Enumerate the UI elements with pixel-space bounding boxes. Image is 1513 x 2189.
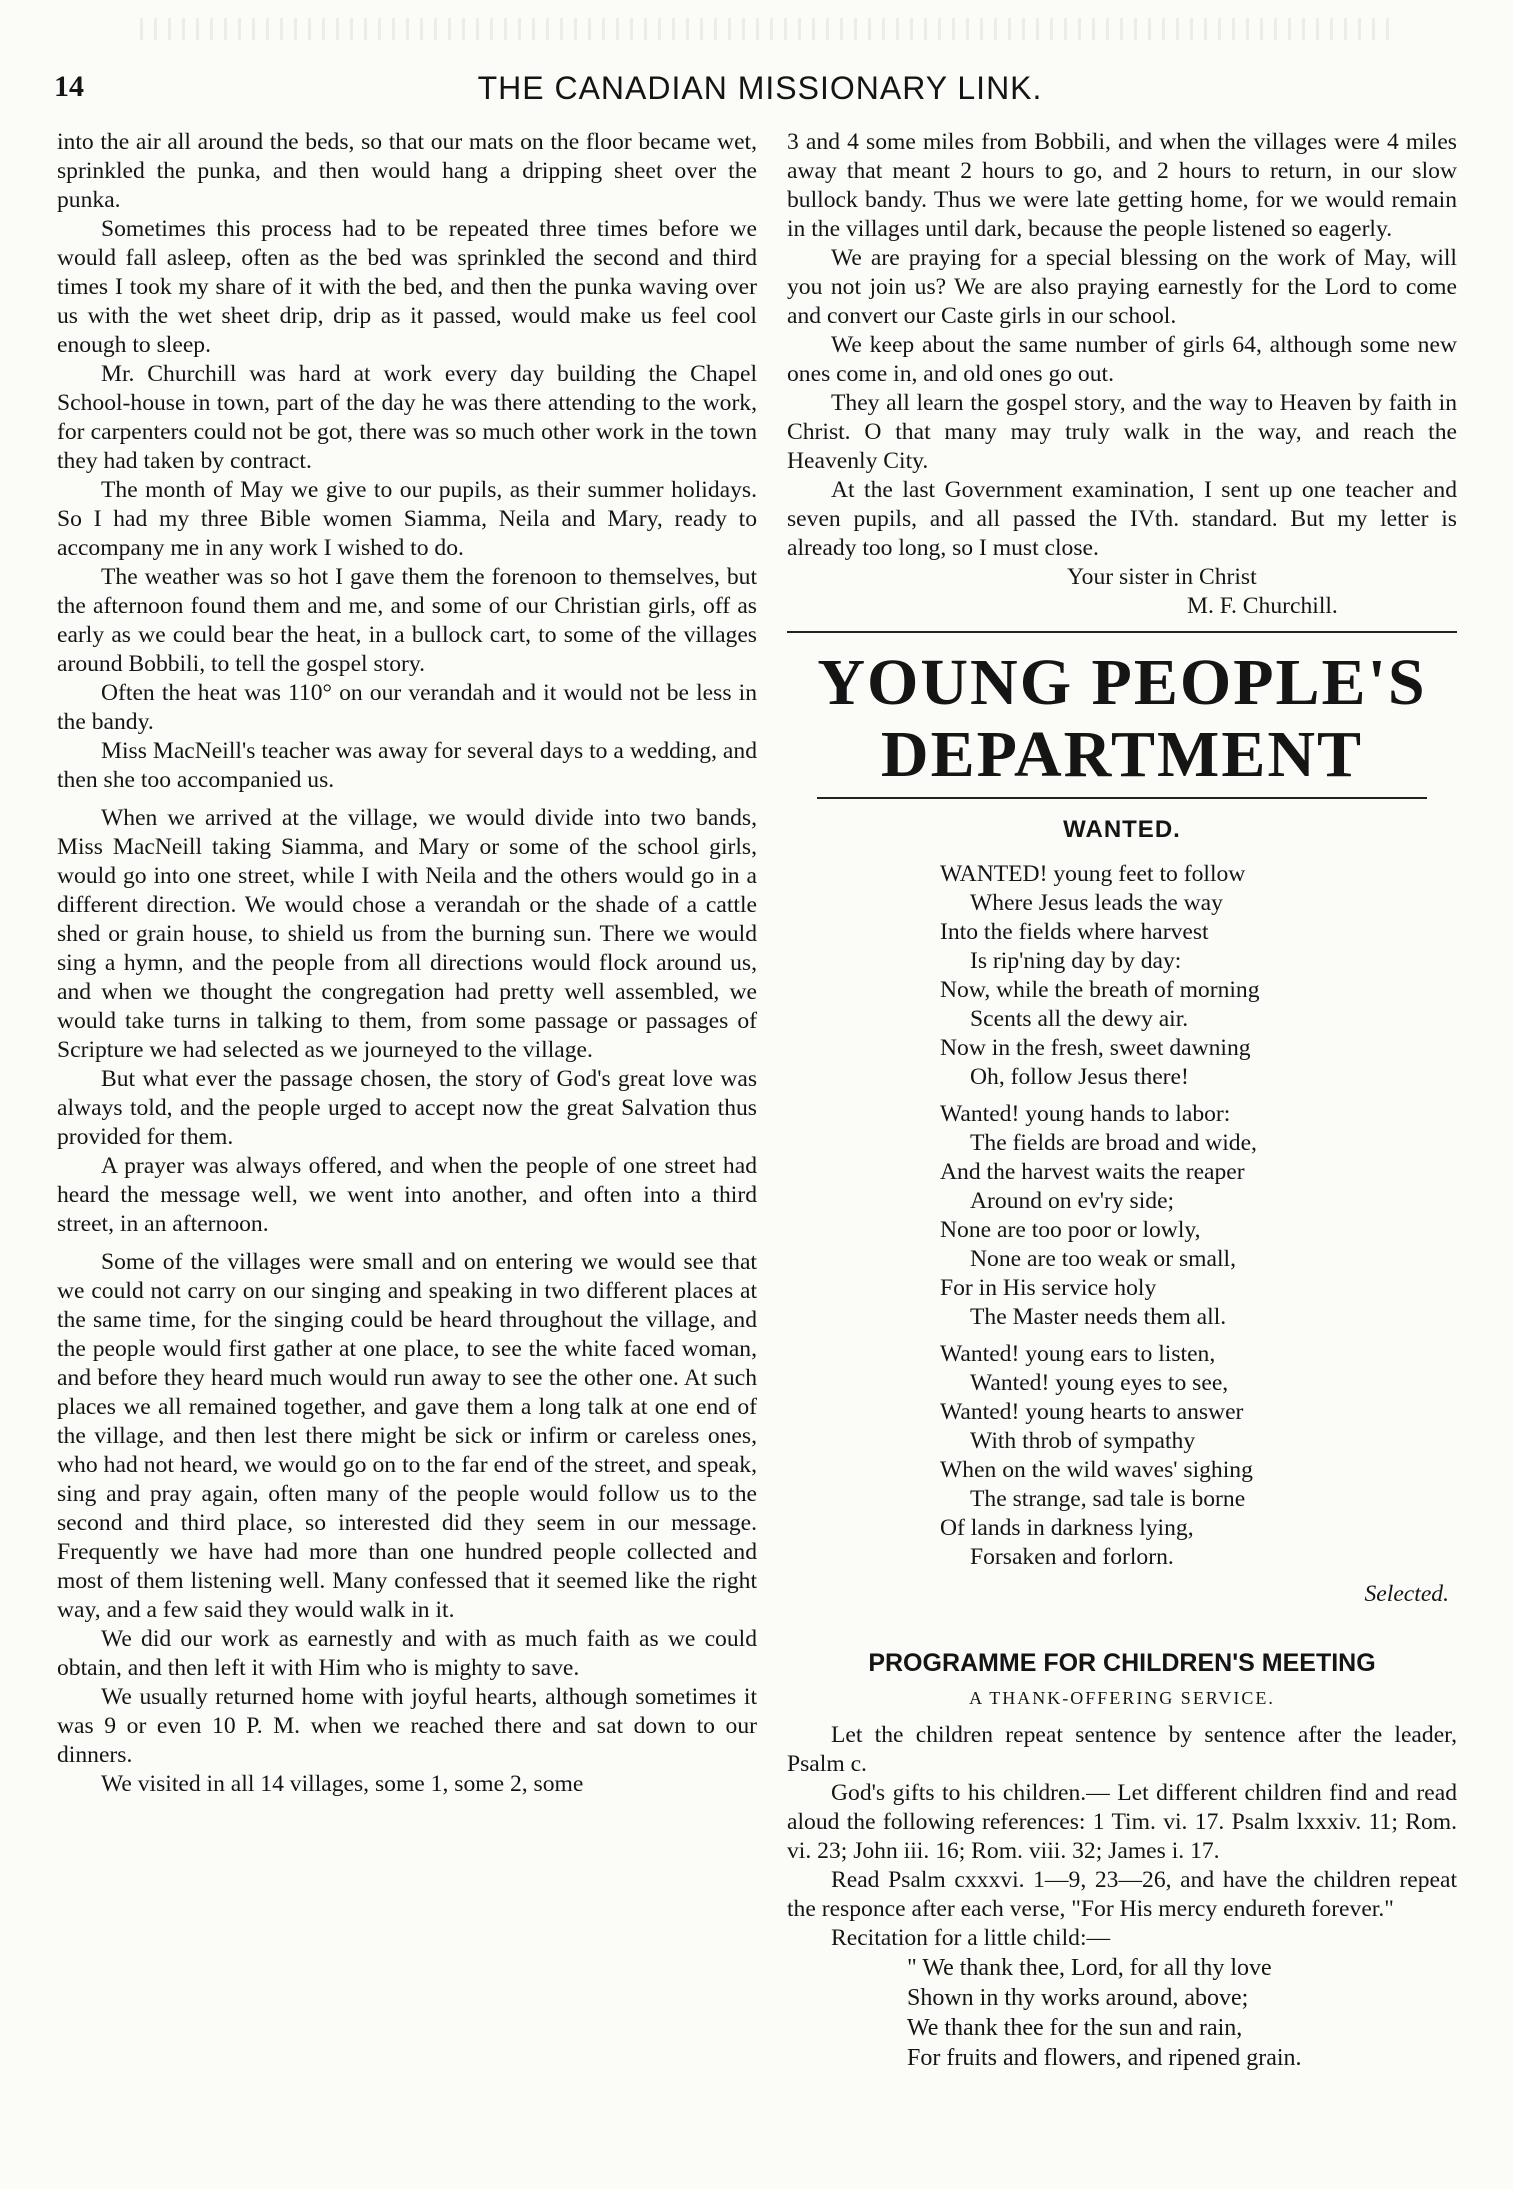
left-column (57, 128, 757, 1799)
recitation-line: Shown in thy works around, above; (907, 1985, 1249, 2011)
recitation (907, 1953, 1457, 2073)
paragraph: A prayer was always offered, and when the people of one street had heard the message well, we went into another, and often into a third street, in an afternoon. (57, 1153, 757, 1237)
paragraph: 3 and 4 some miles from Bobbili, and when the villages were 4 miles away that meant 2 hours to go, and 2 hours to return, in our slow bullock bandy. Thus we were late getting home, for we would remain in the villages until dark, because the people listened so eagerly. (787, 129, 1457, 242)
poem-line: For in His service holy (940, 1275, 1157, 1301)
poem-line: When on the wild waves' sighing (940, 1457, 1253, 1483)
recitation-line: " We thank thee, Lord, for all thy love (907, 1955, 1272, 1981)
poem-line: None are too poor or lowly, (940, 1217, 1201, 1243)
poem-line: Of lands in darkness lying, (940, 1515, 1194, 1541)
top-scan-noise (140, 18, 1390, 40)
poem-stanza (940, 860, 1457, 1092)
poem-line: Wanted! young hearts to answer (940, 1399, 1244, 1425)
paragraph: Mr. Churchill was hard at work every day building the Chapel School-house in town, part of the day he was there attending to the work, for carpenters could not be got, there was so much other work in the town they had taken by contract. (57, 361, 757, 474)
paragraph: We usually returned home with joyful hearts, although sometimes it was 9 or even 10 P. M. when we reached there and sat down to our dinners. (57, 1684, 757, 1768)
poem-stanza (940, 1340, 1457, 1572)
paragraph: Often the heat was 110° on our verandah and it would not be less in the bandy. (57, 680, 757, 735)
poem-line: None are too weak or small, (970, 1246, 1236, 1272)
poem-line: Around on ev'ry side; (970, 1188, 1175, 1214)
section-divider (787, 631, 1457, 633)
poem-line: The strange, sad tale is borne (970, 1486, 1246, 1512)
paragraph: We are praying for a special blessing on the work of May, will you not join us? We are also praying earnestly for the Lord to come and convert our Caste girls in our school. (787, 245, 1457, 329)
paragraph: At the last Government examination, I sent up one teacher and seven pupils, and all passed the IVth. standard. But my letter is already too long, so I must close. (787, 477, 1457, 561)
paragraph: Let the children repeat sentence by sentence after the leader, Psalm c. (787, 1722, 1457, 1777)
letter-closing: Your sister in Christ (1067, 564, 1257, 590)
page-number: 14 (54, 70, 84, 103)
poem-line: And the harvest waits the reaper (940, 1159, 1245, 1185)
poem-line: Now, while the breath of morning (940, 977, 1260, 1003)
publication-title: THE CANADIAN MISSIONARY LINK. (477, 70, 1043, 106)
paragraph: Miss MacNeill's teacher was away for several days to a wedding, and then she too accompanied us. (57, 738, 757, 793)
poem-line: Scents all the dewy air. (970, 1006, 1189, 1032)
poem-line: Wanted! young eyes to see, (970, 1370, 1229, 1396)
paragraph: We keep about the same number of girls 64, although some new ones come in, and old ones go out. (787, 332, 1457, 387)
recitation-line: We thank thee for the sun and rain, (907, 2015, 1243, 2041)
paragraph: Recitation for a little child:— (831, 1925, 1111, 1951)
poem-line: The fields are broad and wide, (970, 1130, 1257, 1156)
right-column (787, 128, 1457, 2073)
paragraph: The weather was so hot I gave them the forenoon to themselves, but the afternoon found them and me, and some of our Christian girls, off as early as we could bear the heat, in a bullock cart, to some of the villages around Bobbili, to tell the gospel story. (57, 564, 757, 677)
paragraph: Some of the villages were small and on entering we would see that we could not carry on our singing and speaking in two different places at the same time, for the singing could be heard throughout the village, and the people would first gather at one place, to see the white faced woman, and before they heard much would run away to see the other one. At such places we all remained together, and gave them a long talk at one end of the village, and then lest there might be sick or infirm or careless ones, who had not heard, we would go on to the far end of the street, and speak, sing and pray again, often many of the people would follow us to the second and third place, so interested did they seem in our message. Frequently we have had more than one hundred people collected and most of them listening well. Many confessed that it seemed like the right way, and a few said they would walk in it. (57, 1249, 757, 1623)
section-divider (817, 797, 1427, 799)
paragraph: We visited in all 14 villages, some 1, some 2, some (101, 1771, 584, 1797)
programme-subtitle: A THANK-OFFERING SERVICE. (969, 1688, 1275, 1708)
recitation-line: For fruits and flowers, and ripened grain. (907, 2045, 1302, 2071)
poem-line: Into the fields where harvest (940, 919, 1209, 945)
paragraph: Read Psalm cxxxvi. 1—9, 23—26, and have the children repeat the responce after each verse, "For His mercy endureth forever." (787, 1867, 1457, 1922)
paragraph: When we arrived at the village, we would divide into two bands, Miss MacNeill taking Siamma, and Mary or some of the school girls, would go into one street, while I with Neila and the others would go in a different direction. We would chose a verandah or the shade of a cattle shed or grain house, to shield us from the burning sun. There we would sing a hymn, and the people from all directions would flock around us, and when we thought the congregation had pretty well assembled, we would take turns in talking to them, from some passage or passages of Scripture we had selected as we journeyed to the village. (57, 805, 757, 1063)
paragraph: They all learn the gospel story, and the way to Heaven by faith in Christ. O that many may truly walk in the way, and reach the Heavenly City. (787, 390, 1457, 474)
poem-title: WANTED. (1063, 816, 1181, 843)
poem-line: Oh, follow Jesus there! (970, 1064, 1189, 1090)
page-header (40, 70, 1480, 120)
poem-line: WANTED! young feet to follow (940, 861, 1246, 887)
poem-line: Now in the fresh, sweet dawning (940, 1035, 1251, 1061)
poem (940, 860, 1457, 1572)
paragraph: But what ever the passage chosen, the story of God's great love was always told, and the people urged to accept now the great Salvation thus provided for them. (57, 1066, 757, 1150)
paragraph: into the air all around the beds, so that our mats on the floor became wet, sprinkled the punka, and then would hang a dripping sheet over the punka. (57, 129, 757, 213)
poem-line: Wanted! young ears to listen, (940, 1341, 1216, 1367)
poem-line: Wanted! young hands to labor: (940, 1101, 1231, 1127)
paragraph: God's gifts to his children.— Let different children find and read aloud the following references: 1 Tim. vi. 17. Psalm lxxxiv. 11; Rom. vi. 23; John iii. 16; Rom. viii. 32; James i. 17. (787, 1780, 1457, 1864)
paragraph: Sometimes this process had to be repeated three times before we would fall asleep, often as the bed was sprinkled the second and third times I took my share of it with the bed, and then the punka waving over us with the wet sheet drip, drip as it passed, would make us feel cool enough to sleep. (57, 216, 757, 358)
department-heading: YOUNG PEOPLE'S DEPARTMENT (817, 646, 1427, 791)
letter-signature: M. F. Churchill. (1187, 593, 1338, 619)
poem-line: Where Jesus leads the way (970, 890, 1223, 916)
programme-title: PROGRAMME FOR CHILDREN'S MEETING (868, 1649, 1376, 1677)
poem-line: With throb of sympathy (970, 1428, 1196, 1454)
paragraph: We did our work as earnestly and with as much faith as we could obtain, and then left it with Him who is mighty to save. (57, 1626, 757, 1681)
paragraph: The month of May we give to our pupils, as their summer holidays. So I had my three Bible women Siamma, Neila and Mary, ready to accompany me in any work I wished to do. (57, 477, 757, 561)
poem-stanza (940, 1100, 1457, 1332)
poem-line: Forsaken and forlorn. (970, 1544, 1174, 1570)
poem-line: The Master needs them all. (970, 1304, 1227, 1330)
poem-line: Is rip'ning day by day: (970, 948, 1182, 974)
poem-credit: Selected. (1364, 1581, 1449, 1607)
